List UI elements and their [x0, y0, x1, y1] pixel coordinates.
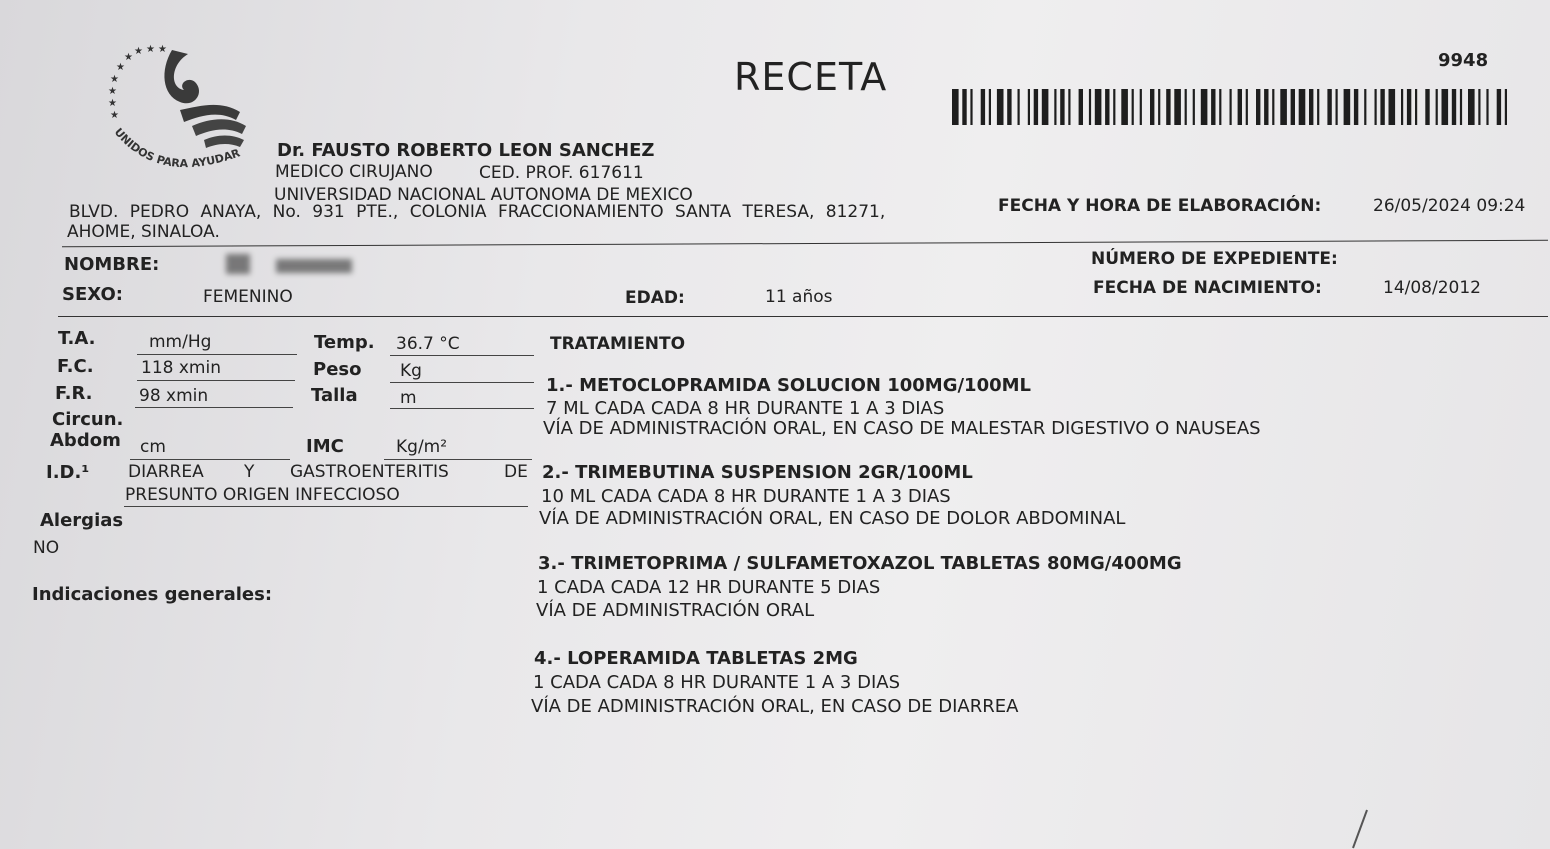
medication-route: VÍA DE ADMINISTRACIÓN ORAL — [536, 600, 815, 621]
barcode-bar — [1219, 89, 1221, 125]
document-title: RECETA — [734, 55, 888, 99]
barcode-bar — [1246, 89, 1248, 125]
age-label: EDAD: — [625, 288, 685, 308]
sex-value: FEMENINO — [203, 287, 293, 307]
barcode-bar — [1407, 89, 1411, 125]
barcode-bar — [1375, 89, 1377, 125]
barcode-bar — [1211, 89, 1215, 125]
barcode-bar — [1042, 89, 1049, 125]
fr-value: 98 xmin — [139, 386, 209, 406]
svg-text:★: ★ — [124, 52, 133, 63]
barcode-bar — [1436, 89, 1438, 125]
barcode-bar — [1415, 89, 1417, 125]
fc-underline — [137, 380, 295, 381]
doctor-specialty: MEDICO CIRUJANO — [275, 162, 433, 182]
svg-text:★: ★ — [110, 110, 119, 121]
medication-name: 2.- TRIMEBUTINA SUSPENSION 2GR/100ML — [542, 462, 973, 483]
peso-label: Peso — [313, 359, 362, 380]
barcode-bar — [1272, 89, 1274, 125]
peso-underline — [390, 382, 534, 383]
doctor-name: Dr. FAUSTO ROBERTO LEON SANCHEZ — [277, 140, 655, 161]
patient-divider — [58, 316, 1548, 317]
barcode-bar — [970, 89, 972, 125]
temp-underline — [390, 355, 534, 356]
svg-text:★: ★ — [134, 46, 143, 57]
redacted-name — [226, 254, 250, 274]
barcode-bar — [1486, 89, 1488, 125]
header-divider — [62, 240, 1548, 247]
diagnosis-underline — [124, 506, 528, 507]
fc-value: 118 xmin — [141, 358, 221, 378]
barcode-bar — [1256, 89, 1260, 125]
doctor-license: CED. PROF. 617611 — [479, 163, 644, 183]
barcode-bar — [1054, 89, 1056, 125]
general-instructions-label: Indicaciones generales: — [32, 584, 273, 605]
barcode-bar — [1354, 89, 1358, 125]
svg-text:★: ★ — [108, 86, 117, 97]
svg-text:★: ★ — [108, 98, 117, 109]
peso-value: Kg — [400, 361, 422, 381]
barcode-bar — [1068, 89, 1070, 125]
barcode-bar — [1478, 89, 1480, 125]
barcode-bar — [1201, 89, 1208, 125]
redacted-name — [276, 259, 352, 273]
barcode-bar — [1364, 89, 1366, 125]
barcode-bar — [1230, 89, 1232, 125]
age-value: 11 años — [765, 287, 833, 307]
barcode-bar — [1452, 89, 1456, 125]
organization-logo — [100, 40, 270, 185]
barcode-bar — [1468, 89, 1475, 125]
barcode-bar — [1113, 89, 1115, 125]
folio-number: 9948 — [1438, 50, 1489, 71]
svg-text:★: ★ — [146, 44, 155, 55]
barcode-bar — [962, 89, 966, 125]
sex-label: SEXO: — [62, 284, 123, 305]
barcode-bar — [1105, 89, 1109, 125]
medication-dose: 7 ML CADA CADA 8 HR DURANTE 1 A 3 DIAS — [546, 398, 945, 419]
barcode-bar — [1505, 89, 1507, 125]
allergies-label: Alergias — [40, 510, 124, 531]
barcode-bar — [1336, 89, 1338, 125]
date-label: FECHA Y HORA DE ELABORACIÓN: — [998, 196, 1322, 216]
barcode-bar — [1309, 89, 1313, 125]
medication-dose: 10 ML CADA CADA 8 HR DURANTE 1 A 3 DIAS — [541, 486, 951, 507]
barcode-bar — [1442, 89, 1449, 125]
medication-name: 3.- TRIMETOPRIMA / SULFAMETOXAZOL TABLETAS 80MG/400MG — [538, 553, 1182, 574]
barcode-bar — [1425, 89, 1429, 125]
birthdate-label: FECHA DE NACIMIENTO: — [1093, 278, 1322, 298]
barcode-bar — [1291, 89, 1295, 125]
barcode-bar — [1264, 89, 1268, 125]
barcode-bar — [1380, 89, 1384, 125]
barcode-bar — [1007, 89, 1011, 125]
barcode-bar — [1158, 89, 1160, 125]
talla-underline — [390, 408, 534, 409]
barcode-bar — [1327, 89, 1331, 125]
fr-label: F.R. — [55, 383, 93, 404]
barcode — [952, 89, 1512, 125]
svg-text:★: ★ — [116, 62, 125, 73]
medication-route: VÍA DE ADMINISTRACIÓN ORAL, EN CASO DE DIARREA — [531, 696, 1019, 717]
diagnosis-label: I.D.¹ — [46, 462, 90, 483]
barcode-bar — [1028, 89, 1030, 125]
svg-text:UNIDOS PARA AYUDAR — [112, 126, 243, 170]
barcode-bar — [1389, 89, 1396, 125]
diagnosis-word: DE — [504, 462, 528, 482]
abdom-value: cm — [140, 437, 166, 457]
barcode-bar — [1401, 89, 1403, 125]
barcode-bar — [1497, 89, 1501, 125]
address-line-2: AHOME, SINALOA. — [67, 222, 220, 242]
diagnosis-word: GASTROENTERITIS — [290, 462, 449, 482]
barcode-bar — [1460, 89, 1462, 125]
file-number-label: NÚMERO DE EXPEDIENTE: — [1091, 249, 1338, 269]
barcode-bar — [1079, 89, 1083, 125]
barcode-bar — [1121, 89, 1128, 125]
name-label: NOMBRE: — [64, 254, 160, 275]
talla-value: m — [400, 388, 417, 408]
logo-text: UNIDOS PARA AYUDAR — [111, 125, 242, 171]
imc-label: IMC — [306, 436, 344, 457]
barcode-bar — [981, 89, 985, 125]
barcode-bar — [1299, 89, 1306, 125]
imc-underline — [384, 459, 532, 460]
diagnosis-line-2: PRESUNTO ORIGEN INFECCIOSO — [125, 485, 400, 505]
barcode-bar — [989, 89, 991, 125]
pen-mark — [1345, 808, 1375, 849]
imc-value: Kg/m² — [396, 437, 448, 457]
medication-dose: 1 CADA CADA 8 HR DURANTE 1 A 3 DIAS — [533, 672, 901, 693]
fc-label: F.C. — [57, 356, 94, 377]
barcode-bar — [1344, 89, 1351, 125]
diagnosis-word: DIARREA — [128, 462, 204, 482]
barcode-bar — [1280, 89, 1287, 125]
ta-label: T.A. — [58, 328, 96, 349]
medication-route: VÍA DE ADMINISTRACIÓN ORAL, EN CASO DE MALESTAR DIGESTIVO O NAUSEAS — [543, 418, 1261, 439]
barcode-bar — [952, 89, 959, 125]
barcode-bar — [997, 89, 1004, 125]
temp-value: 36.7 °C — [396, 334, 460, 354]
medication-dose: 1 CADA CADA 12 HR DURANTE 5 DIAS — [537, 577, 881, 598]
barcode-bar — [1018, 89, 1020, 125]
abdom-underline — [130, 459, 290, 460]
date-value: 26/05/2024 09:24 — [1373, 196, 1526, 216]
address-line-1: BLVD. PEDRO ANAYA, No. 931 PTE., COLONIA FRACCIONAMIENTO SANTA TERESA, 81271, — [69, 202, 886, 222]
barcode-bar — [1034, 89, 1038, 125]
svg-text:★: ★ — [110, 74, 119, 85]
diagnosis-word: Y — [244, 462, 255, 482]
abdom-label: Abdom — [50, 430, 121, 451]
barcode-bar — [1166, 89, 1170, 125]
temp-label: Temp. — [314, 332, 375, 353]
barcode-bar — [1140, 89, 1142, 125]
circun-label: Circun. — [52, 409, 124, 430]
ta-value: mm/Hg — [149, 332, 212, 352]
talla-label: Talla — [311, 385, 358, 406]
barcode-bar — [1317, 89, 1319, 125]
doctor-university: UNIVERSIDAD NACIONAL AUTONOMA DE MEXICO — [274, 185, 693, 205]
allergies-value: NO — [33, 538, 60, 558]
birthdate-value: 14/08/2012 — [1383, 278, 1481, 298]
barcode-bar — [1060, 89, 1064, 125]
treatment-title: TRATAMIENTO — [550, 334, 686, 354]
svg-text:★: ★ — [158, 44, 167, 55]
barcode-bar — [1095, 89, 1102, 125]
barcode-bar — [1238, 89, 1242, 125]
barcode-bar — [1150, 89, 1154, 125]
medication-name: 4.- LOPERAMIDA TABLETAS 2MG — [534, 648, 858, 669]
barcode-bar — [1132, 89, 1134, 125]
ta-underline — [137, 354, 297, 355]
medication-route: VÍA DE ADMINISTRACIÓN ORAL, EN CASO DE DOLOR ABDOMINAL — [539, 508, 1126, 529]
barcode-bar — [1193, 89, 1195, 125]
barcode-bar — [1185, 89, 1187, 125]
barcode-bar — [1174, 89, 1181, 125]
medication-name: 1.- METOCLOPRAMIDA SOLUCION 100MG/100ML — [546, 375, 1031, 396]
fr-underline — [135, 407, 293, 408]
barcode-bar — [1089, 89, 1091, 125]
